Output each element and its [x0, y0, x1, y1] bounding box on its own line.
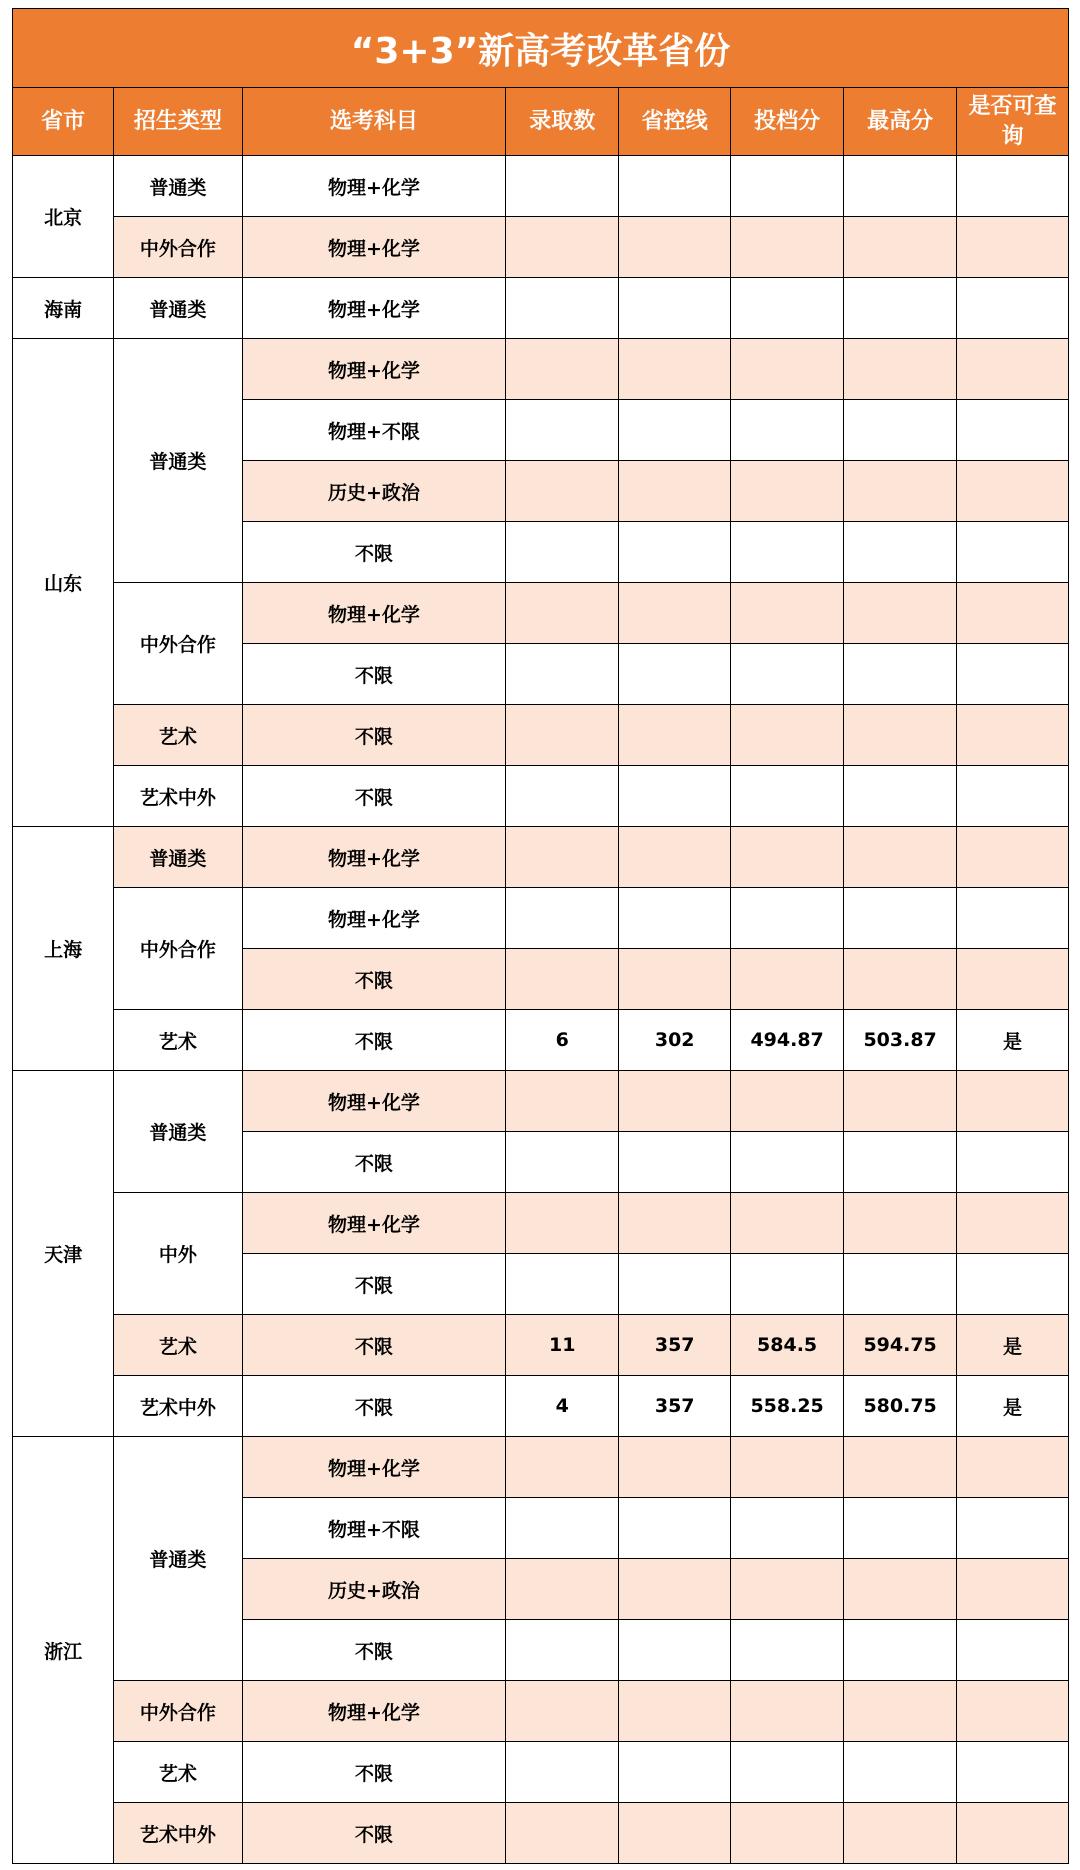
filing-score-cell — [731, 949, 844, 1010]
admitted-cell — [506, 522, 619, 583]
admitted-cell — [506, 1559, 619, 1620]
header-queryable-label: 是否可查询 — [968, 93, 1057, 149]
table-row — [13, 1681, 1069, 1742]
admitted-cell — [506, 644, 619, 705]
control-line-cell — [619, 949, 731, 1010]
filing-score-cell — [731, 1559, 844, 1620]
queryable-cell: 是 — [957, 1315, 1069, 1376]
filing-score-cell — [731, 1193, 844, 1254]
subject-cell: 物理+化学 — [242, 278, 506, 339]
subject-cell: 不限 — [242, 1010, 506, 1071]
admitted-cell — [506, 949, 619, 1010]
max-score-cell — [844, 156, 957, 217]
admitted-cell — [506, 400, 619, 461]
table-row — [13, 1803, 1069, 1864]
control-line-cell — [619, 766, 731, 827]
table-row — [13, 1193, 1069, 1254]
queryable-cell — [957, 1742, 1069, 1803]
filing-score-cell: 584.5 — [731, 1315, 844, 1376]
control-line-cell — [619, 705, 731, 766]
queryable-cell — [957, 339, 1069, 400]
admitted-cell — [506, 1193, 619, 1254]
max-score-cell — [844, 583, 957, 644]
control-line-cell — [619, 1132, 731, 1193]
max-score-cell — [844, 1498, 957, 1559]
table-row — [13, 827, 1069, 888]
admitted-cell — [506, 339, 619, 400]
filing-score-cell — [731, 461, 844, 522]
admitted-cell — [506, 583, 619, 644]
control-line-cell — [619, 644, 731, 705]
subject-cell: 物理+化学 — [242, 1437, 506, 1498]
control-line-cell — [619, 583, 731, 644]
filing-score-cell — [731, 1498, 844, 1559]
table-row — [13, 1742, 1069, 1803]
header-control-line: 省控线 — [619, 88, 731, 156]
queryable-cell — [957, 766, 1069, 827]
filing-score-cell — [731, 705, 844, 766]
admitted-cell: 11 — [506, 1315, 619, 1376]
header-row — [13, 88, 1069, 156]
max-score-cell — [844, 1193, 957, 1254]
subject-cell: 物理+化学 — [242, 156, 506, 217]
queryable-cell — [957, 217, 1069, 278]
queryable-cell — [957, 644, 1069, 705]
province-cell: 海南 — [13, 278, 114, 339]
queryable-cell — [957, 156, 1069, 217]
enroll-type-cell: 普通类 — [114, 1437, 242, 1681]
admission-table — [12, 87, 1069, 1864]
filing-score-cell — [731, 1803, 844, 1864]
subject-cell: 不限 — [242, 705, 506, 766]
queryable-cell — [957, 1254, 1069, 1315]
admitted-cell — [506, 217, 619, 278]
enroll-type-cell: 普通类 — [114, 339, 242, 583]
filing-score-cell — [731, 400, 844, 461]
control-line-cell — [619, 522, 731, 583]
admitted-cell — [506, 1498, 619, 1559]
table-row — [13, 1010, 1069, 1071]
table-row — [13, 1376, 1069, 1437]
table-row — [13, 1071, 1069, 1132]
filing-score-cell — [731, 766, 844, 827]
queryable-cell — [957, 1681, 1069, 1742]
control-line-cell: 357 — [619, 1376, 731, 1437]
control-line-cell — [619, 1681, 731, 1742]
queryable-cell — [957, 1498, 1069, 1559]
admission-table-container — [12, 8, 1069, 1864]
control-line-cell — [619, 1803, 731, 1864]
enroll-type-cell: 艺术中外 — [114, 1803, 242, 1864]
queryable-cell — [957, 827, 1069, 888]
subject-cell: 物理+化学 — [242, 888, 506, 949]
admitted-cell — [506, 1254, 619, 1315]
control-line-cell — [619, 827, 731, 888]
subject-cell: 物理+不限 — [242, 400, 506, 461]
control-line-cell — [619, 1620, 731, 1681]
table-row — [13, 1437, 1069, 1498]
queryable-cell — [957, 1132, 1069, 1193]
table-row — [13, 278, 1069, 339]
admitted-cell — [506, 1437, 619, 1498]
filing-score-cell — [731, 1071, 844, 1132]
max-score-cell — [844, 705, 957, 766]
filing-score-cell — [731, 1681, 844, 1742]
queryable-cell — [957, 949, 1069, 1010]
table-row — [13, 1315, 1069, 1376]
control-line-cell — [619, 888, 731, 949]
enroll-type-cell: 艺术 — [114, 1010, 242, 1071]
filing-score-cell — [731, 1132, 844, 1193]
queryable-cell — [957, 1803, 1069, 1864]
control-line-cell — [619, 278, 731, 339]
admitted-cell — [506, 278, 619, 339]
queryable-cell — [957, 888, 1069, 949]
admitted-cell — [506, 827, 619, 888]
enroll-type-cell: 普通类 — [114, 827, 242, 888]
filing-score-cell — [731, 1620, 844, 1681]
control-line-cell: 357 — [619, 1315, 731, 1376]
max-score-cell — [844, 1254, 957, 1315]
control-line-cell — [619, 1498, 731, 1559]
queryable-cell: 是 — [957, 1376, 1069, 1437]
control-line-cell — [619, 1437, 731, 1498]
control-line-cell — [619, 217, 731, 278]
queryable-cell: 是 — [957, 1010, 1069, 1071]
subject-cell: 不限 — [242, 1315, 506, 1376]
max-score-cell: 580.75 — [844, 1376, 957, 1437]
province-cell: 浙江 — [13, 1437, 114, 1864]
admitted-cell — [506, 156, 619, 217]
subject-cell: 不限 — [242, 1620, 506, 1681]
admitted-cell — [506, 1681, 619, 1742]
province-cell: 天津 — [13, 1071, 114, 1437]
table-row — [13, 217, 1069, 278]
header-admitted: 录取数 — [506, 88, 619, 156]
subject-cell: 物理+不限 — [242, 1498, 506, 1559]
admitted-cell: 4 — [506, 1376, 619, 1437]
subject-cell: 物理+化学 — [242, 1681, 506, 1742]
max-score-cell: 503.87 — [844, 1010, 957, 1071]
max-score-cell — [844, 400, 957, 461]
queryable-cell — [957, 278, 1069, 339]
admitted-cell — [506, 1620, 619, 1681]
subject-cell: 不限 — [242, 1132, 506, 1193]
table-row — [13, 888, 1069, 949]
control-line-cell — [619, 339, 731, 400]
max-score-cell — [844, 644, 957, 705]
subject-cell: 历史+政治 — [242, 1559, 506, 1620]
table-row — [13, 339, 1069, 400]
enroll-type-cell: 中外合作 — [114, 217, 242, 278]
header-enroll-type: 招生类型 — [114, 88, 242, 156]
enroll-type-cell: 艺术中外 — [114, 766, 242, 827]
control-line-cell — [619, 1254, 731, 1315]
enroll-type-cell: 中外 — [114, 1193, 242, 1315]
control-line-cell — [619, 1193, 731, 1254]
queryable-cell — [957, 705, 1069, 766]
header-province: 省市 — [13, 88, 114, 156]
admitted-cell — [506, 766, 619, 827]
filing-score-cell — [731, 278, 844, 339]
max-score-cell — [844, 888, 957, 949]
admitted-cell: 6 — [506, 1010, 619, 1071]
filing-score-cell — [731, 522, 844, 583]
filing-score-cell: 494.87 — [731, 1010, 844, 1071]
subject-cell: 不限 — [242, 522, 506, 583]
header-subjects: 选考科目 — [242, 88, 506, 156]
table-row — [13, 583, 1069, 644]
header-max-score: 最高分 — [844, 88, 957, 156]
admitted-cell — [506, 461, 619, 522]
queryable-cell — [957, 400, 1069, 461]
province-cell: 上海 — [13, 827, 114, 1071]
subject-cell: 不限 — [242, 949, 506, 1010]
max-score-cell — [844, 1681, 957, 1742]
max-score-cell — [844, 1742, 957, 1803]
filing-score-cell — [731, 156, 844, 217]
admitted-cell — [506, 1803, 619, 1864]
filing-score-cell — [731, 1254, 844, 1315]
enroll-type-cell: 中外合作 — [114, 888, 242, 1010]
queryable-cell — [957, 1193, 1069, 1254]
max-score-cell — [844, 278, 957, 339]
admitted-cell — [506, 705, 619, 766]
max-score-cell — [844, 827, 957, 888]
queryable-cell — [957, 522, 1069, 583]
max-score-cell — [844, 461, 957, 522]
province-cell: 山东 — [13, 339, 114, 827]
subject-cell: 不限 — [242, 766, 506, 827]
filing-score-cell — [731, 1437, 844, 1498]
enroll-type-cell: 普通类 — [114, 156, 242, 217]
subject-cell: 不限 — [242, 1254, 506, 1315]
max-score-cell — [844, 339, 957, 400]
queryable-cell — [957, 1071, 1069, 1132]
queryable-cell — [957, 461, 1069, 522]
max-score-cell — [844, 949, 957, 1010]
enroll-type-cell: 普通类 — [114, 278, 242, 339]
subject-cell: 不限 — [242, 1803, 506, 1864]
control-line-cell: 302 — [619, 1010, 731, 1071]
control-line-cell — [619, 1559, 731, 1620]
table-title: “3+3”新高考改革省份 — [12, 8, 1069, 87]
enroll-type-cell: 普通类 — [114, 1071, 242, 1193]
table-row — [13, 766, 1069, 827]
max-score-cell — [844, 1437, 957, 1498]
control-line-cell — [619, 156, 731, 217]
filing-score-cell — [731, 827, 844, 888]
max-score-cell — [844, 766, 957, 827]
subject-cell: 物理+化学 — [242, 217, 506, 278]
subject-cell: 不限 — [242, 1742, 506, 1803]
control-line-cell — [619, 461, 731, 522]
enroll-type-cell: 中外合作 — [114, 1681, 242, 1742]
filing-score-cell — [731, 1742, 844, 1803]
admitted-cell — [506, 1742, 619, 1803]
subject-cell: 物理+化学 — [242, 583, 506, 644]
queryable-cell — [957, 1620, 1069, 1681]
control-line-cell — [619, 1742, 731, 1803]
subject-cell: 不限 — [242, 1376, 506, 1437]
filing-score-cell — [731, 644, 844, 705]
subject-cell: 物理+化学 — [242, 1071, 506, 1132]
enroll-type-cell: 艺术 — [114, 1315, 242, 1376]
max-score-cell — [844, 1620, 957, 1681]
max-score-cell — [844, 1559, 957, 1620]
filing-score-cell: 558.25 — [731, 1376, 844, 1437]
enroll-type-cell: 中外合作 — [114, 583, 242, 705]
subject-cell: 历史+政治 — [242, 461, 506, 522]
table-body — [13, 156, 1069, 1864]
subject-cell: 物理+化学 — [242, 339, 506, 400]
queryable-cell — [957, 583, 1069, 644]
queryable-cell — [957, 1437, 1069, 1498]
province-cell: 北京 — [13, 156, 114, 278]
filing-score-cell — [731, 583, 844, 644]
filing-score-cell — [731, 888, 844, 949]
subject-cell: 物理+化学 — [242, 827, 506, 888]
admitted-cell — [506, 1071, 619, 1132]
max-score-cell — [844, 217, 957, 278]
subject-cell: 物理+化学 — [242, 1193, 506, 1254]
enroll-type-cell: 艺术 — [114, 1742, 242, 1803]
subject-cell: 不限 — [242, 644, 506, 705]
filing-score-cell — [731, 339, 844, 400]
enroll-type-cell: 艺术中外 — [114, 1376, 242, 1437]
table-row — [13, 705, 1069, 766]
queryable-cell — [957, 1559, 1069, 1620]
max-score-cell — [844, 1803, 957, 1864]
admitted-cell — [506, 888, 619, 949]
header-queryable — [957, 88, 1069, 156]
max-score-cell — [844, 1132, 957, 1193]
max-score-cell — [844, 1071, 957, 1132]
admitted-cell — [506, 1132, 619, 1193]
max-score-cell: 594.75 — [844, 1315, 957, 1376]
control-line-cell — [619, 1071, 731, 1132]
table-row — [13, 156, 1069, 217]
control-line-cell — [619, 400, 731, 461]
filing-score-cell — [731, 217, 844, 278]
max-score-cell — [844, 522, 957, 583]
enroll-type-cell: 艺术 — [114, 705, 242, 766]
header-filing-score: 投档分 — [731, 88, 844, 156]
